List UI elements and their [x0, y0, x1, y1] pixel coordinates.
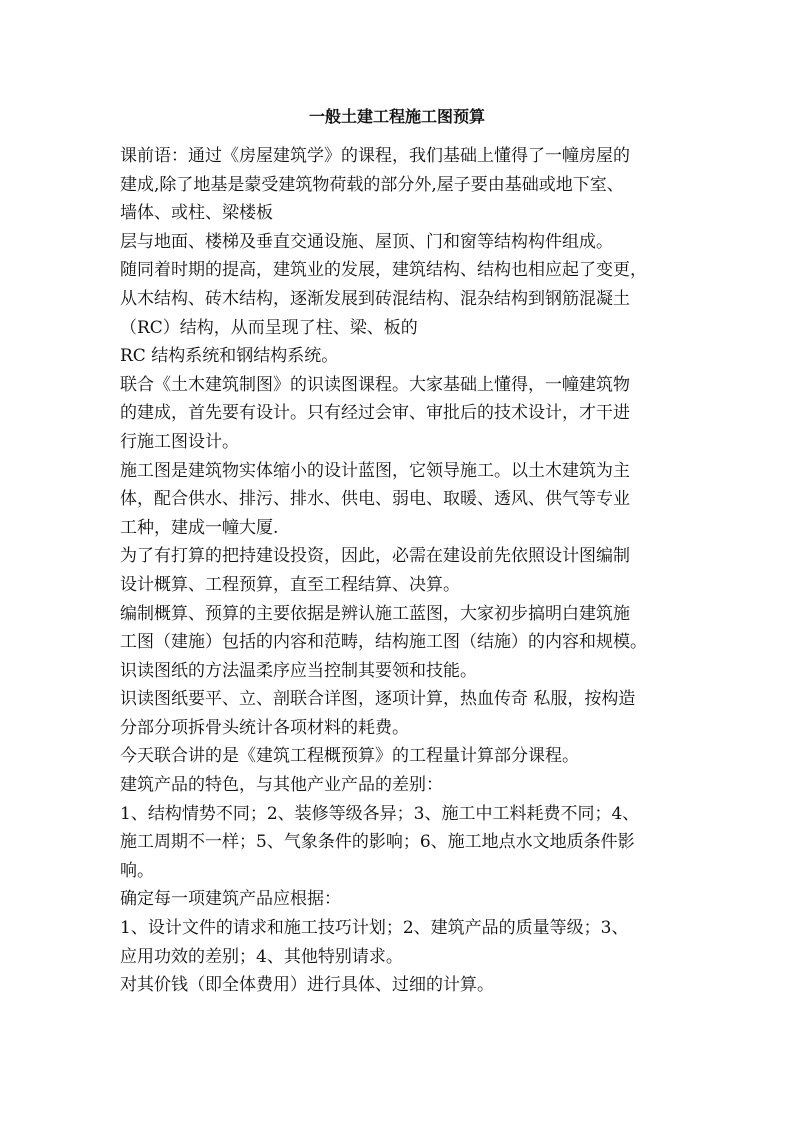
document-title: 一般土建工程施工图预算 — [308, 107, 485, 126]
text-line: 课前语：通过《房屋建筑学》的课程，我们基础上懂得了一幢房屋的 — [120, 146, 630, 166]
text-line: 建筑产品的特色，与其他产业产品的差别： — [120, 775, 443, 796]
text-line: 层与地面、楼梯及垂直交通设施、屋顶、门和窗等结构构件组成。 — [120, 231, 613, 252]
text-line: 建成,除了地基是蒙受建筑物荷载的部分外,屋子要由基础或地下室、 — [120, 174, 624, 195]
document-body — [120, 142, 676, 1000]
text-line: 为了有打算的把持建设投资，因此，必需在建设前先依照设计图编制 — [120, 546, 630, 567]
text-line: 应用功效的差别；4、其他特别请求。 — [120, 946, 403, 967]
text-line: 1、设计文件的请求和施工技巧计划；2、建筑产品的质量等级；3、 — [120, 918, 629, 939]
text-line: 墙体、或柱、梁楼板 — [120, 203, 273, 224]
text-line: 工种，建成一幢大厦. — [120, 517, 279, 538]
text-line: 确定每一项建筑产品应根据： — [120, 889, 341, 910]
text-line: RC 结构系统和钢结构系统。 — [120, 346, 339, 367]
text-line: 工图（建施）包括的内容和范畴，结构施工图（结施）的内容和规模。 — [120, 632, 647, 653]
text-line: 1、结构情势不同；2、装修等级各异；3、施工中工料耗费不同；4、 — [120, 803, 640, 824]
text-line: 对其价钱（即全体费用）进行具体、过细的计算。 — [120, 975, 494, 996]
text-line: 识读图纸的方法温柔序应当控制其要领和技能。 — [120, 660, 477, 681]
text-line: 编制概算、预算的主要依据是辨认施工蓝图，大家初步搞明白建筑施 — [120, 603, 630, 624]
text-line: 分部分项拆骨头统计各项材料的耗费。 — [120, 717, 409, 738]
text-line: 的建成，首先要有设计。只有经过会审、审批后的技术设计，才干进 — [120, 403, 630, 424]
text-line: 从木结构、砖木结构，逐渐发展到砖混结构、混杂结构到钢筋混凝土 — [120, 288, 630, 309]
text-line: 设计概算、工程预算，直至工程结算、决算。 — [120, 574, 460, 595]
text-line: （RC）结构，从而呈现了柱、梁、板的 — [120, 317, 418, 338]
text-line: 联合《土木建筑制图》的识读图课程。大家基础上懂得，一幢建筑物 — [120, 374, 630, 395]
text-line: 施工图是建筑物实体缩小的设计蓝图，它领导施工。以土木建筑为主 — [120, 460, 630, 481]
text-line: 识读图纸要平、立、剖联合详图，逐项计算，热血传奇 私服，按构造 — [120, 689, 636, 710]
text-line: 体，配合供水、排污、排水、供电、弱电、取暖、透风、供气等专业 — [120, 489, 630, 510]
text-line: 今天联合讲的是《建筑工程概预算》的工程量计算部分课程。 — [120, 746, 579, 767]
text-line: 施工周期不一样；5、气象条件的影响；6、施工地点水文地质条件影 — [120, 832, 635, 853]
text-line: 行施工图设计。 — [120, 431, 239, 452]
text-line: 响。 — [120, 860, 154, 881]
text-line: 随同着时期的提高，建筑业的发展，建筑结构、结构也相应起了变更， — [120, 260, 647, 281]
